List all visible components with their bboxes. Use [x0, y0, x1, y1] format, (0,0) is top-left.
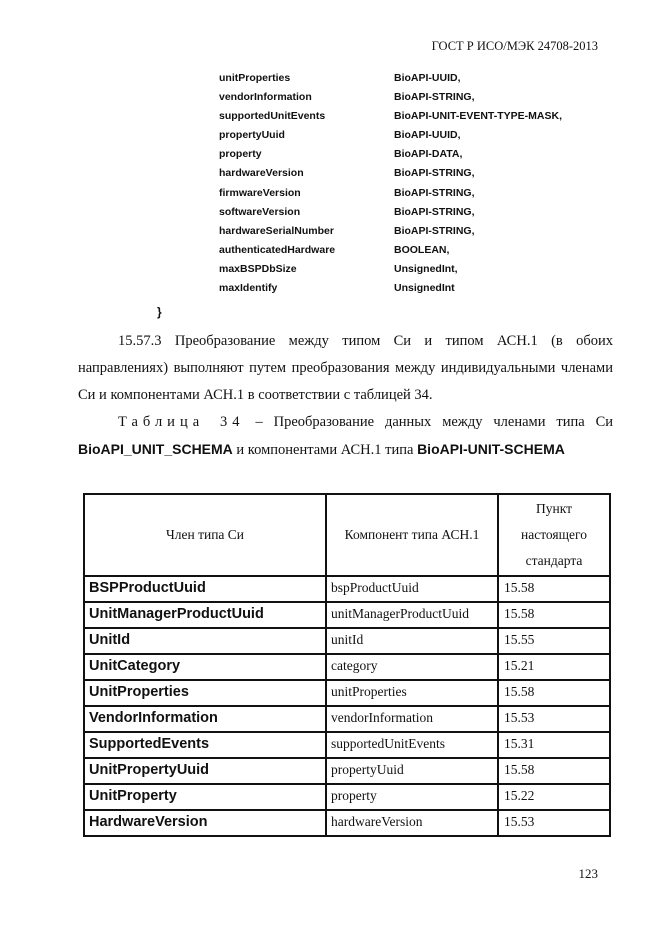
header-clause: Пункт настоящего стандарта [498, 494, 610, 576]
table-caption [78, 409, 613, 464]
code-field-type: BioAPI-UNIT-EVENT-TYPE-MASK, [394, 110, 563, 123]
cell-clause: 15.58 [498, 602, 610, 628]
code-field-type: BioAPI-UUID, [394, 72, 461, 84]
code-field-name: hardwareVersion [219, 167, 304, 180]
table-row [84, 576, 610, 602]
code-field-name: maxIdentify [219, 282, 278, 295]
table-row [84, 732, 610, 758]
code-field-name: softwareVersion [219, 205, 301, 218]
code-field-name: maxBSPDbSize [219, 262, 297, 275]
code-field-type: BioAPI-STRING, [394, 167, 475, 180]
cell-clause: 15.58 [498, 576, 610, 602]
table-row [84, 810, 610, 836]
code-field-name: propertyUuid [219, 129, 285, 142]
code-field-type: BioAPI-STRING, [394, 205, 475, 218]
cell-clause: 15.58 [498, 758, 610, 784]
cell-clause: 15.21 [498, 654, 610, 680]
code-field-name: supportedUnitEvents [219, 110, 326, 123]
closing-brace: } [157, 305, 162, 319]
table-row [84, 628, 610, 654]
code-field-type: BOOLEAN, [394, 243, 450, 256]
table-row [84, 784, 610, 810]
caption-label: Таблица 34 [118, 414, 245, 430]
code-field-type: BioAPI-STRING, [394, 186, 475, 199]
table-row [84, 706, 610, 732]
page-header: ГОСТ Р ИСО/МЭК 24708-2013 [431, 39, 598, 53]
cell-c-member: SupportedEvents [84, 732, 326, 758]
cell-asn-component: supportedUnitEvents [326, 732, 498, 758]
cell-asn-component: hardwareVersion [326, 810, 498, 836]
header-asn-component: Компонент типа АСН.1 [326, 494, 498, 576]
cell-clause: 15.53 [498, 810, 610, 836]
cell-clause: 15.58 [498, 680, 610, 706]
caption-text-1: – Преобразование данных между членами типа Си [244, 414, 614, 430]
caption-text-2: и компонентами АСН.1 типа [232, 442, 418, 458]
cell-c-member: UnitProperty [84, 784, 326, 810]
table-row [84, 654, 610, 680]
cell-clause: 15.31 [498, 732, 610, 758]
mapping-table [83, 493, 611, 837]
table-row [84, 758, 610, 784]
cell-asn-component: property [326, 784, 498, 810]
table-header-row [84, 494, 610, 576]
cell-asn-component: category [326, 654, 498, 680]
cell-asn-component: unitId [326, 628, 498, 654]
code-field-type: BioAPI-STRING, [394, 224, 475, 237]
cell-asn-component: vendorInformation [326, 706, 498, 732]
code-field-name: hardwareSerialNumber [219, 224, 334, 237]
code-field-type: BioAPI-DATA, [394, 148, 463, 161]
section-paragraph [78, 328, 613, 409]
code-field-name: authenticatedHardware [219, 243, 336, 256]
cell-clause: 15.53 [498, 706, 610, 732]
cell-c-member: UnitProperties [84, 680, 326, 706]
cell-c-member: VendorInformation [84, 706, 326, 732]
table-row [84, 602, 610, 628]
table-row [84, 680, 610, 706]
code-field-name: unitProperties [219, 72, 291, 84]
code-field-name: property [219, 148, 262, 161]
cell-c-member: HardwareVersion [84, 810, 326, 836]
code-field-type: BioAPI-UUID, [394, 129, 461, 142]
caption-asn-type: BioAPI-UNIT-SCHEMA [417, 441, 565, 457]
cell-asn-component: propertyUuid [326, 758, 498, 784]
cell-c-member: UnitCategory [84, 654, 326, 680]
cell-clause: 15.55 [498, 628, 610, 654]
code-field-name: vendorInformation [219, 91, 312, 104]
cell-asn-component: unitManagerProductUuid [326, 602, 498, 628]
cell-asn-component: bspProductUuid [326, 576, 498, 602]
cell-clause: 15.22 [498, 784, 610, 810]
code-field-name: firmwareVersion [219, 186, 301, 199]
caption-c-type: BioAPI_UNIT_SCHEMA [78, 441, 233, 457]
cell-c-member: BSPProductUuid [84, 576, 326, 602]
cell-c-member: UnitPropertyUuid [84, 758, 326, 784]
paragraph-text: 15.57.3 Преобразование между типом Си и типом АСН.1 (в обоих направлениях) выполняют путем преобразования между индивидуальными членами Си и компонентами АСН.1 в соответствии с таблицей 34. [78, 333, 613, 403]
header-c-member: Член типа Си [84, 494, 326, 576]
code-field-type: UnsignedInt, [394, 262, 458, 275]
cell-asn-component: unitProperties [326, 680, 498, 706]
cell-c-member: UnitId [84, 628, 326, 654]
code-field-type: UnsignedInt [394, 282, 455, 295]
page-number: 123 [578, 866, 598, 881]
code-field-type: BioAPI-STRING, [394, 91, 475, 104]
cell-c-member: UnitManagerProductUuid [84, 602, 326, 628]
